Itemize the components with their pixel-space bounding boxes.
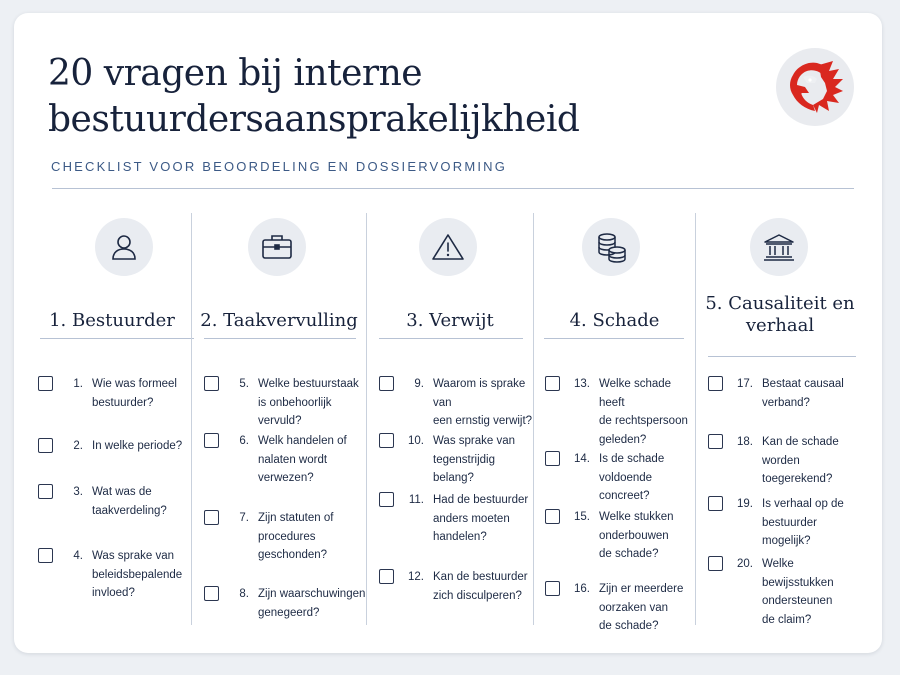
checkbox[interactable] [38, 484, 53, 499]
column-divider [204, 338, 356, 339]
question-text: Welke bestuurstaak is onbehoorlijk vervuld? [258, 378, 359, 427]
question-number: 3. [73, 486, 83, 498]
question-number: 17. [737, 378, 753, 390]
question-text: Zijn waarschuwingen genegeerd? [258, 588, 366, 619]
list-item [38, 547, 182, 603]
question-text: Was sprake van beleidsbepalende invloed? [92, 550, 183, 599]
checkbox[interactable] [204, 433, 219, 448]
question-text: Wat was de taakverdeling? [92, 486, 167, 517]
question-number: 11. [408, 494, 424, 506]
checkbox[interactable] [379, 569, 394, 584]
question-text: Welke stukken onderbouwen de schade? [599, 511, 674, 560]
question-text: In welke periode? [92, 440, 183, 452]
question-text: Waarom is sprake van een ernstig verwijt? [433, 378, 533, 427]
column-taakvervulling [191, 213, 366, 625]
column-verwijt [366, 213, 533, 625]
question-number: 2. [73, 440, 83, 452]
checkbox[interactable] [204, 376, 219, 391]
list-item [38, 483, 167, 520]
list-item [379, 432, 533, 488]
list-item [38, 437, 182, 456]
question-text: Wie was formeel bestuurder? [92, 378, 177, 409]
question-text: Was sprake van tegenstrijdig belang? [433, 435, 516, 484]
page-title: 20 vragen bij interne bestuurdersaansprakelijkheid [48, 53, 580, 140]
question-number: 5. [239, 378, 249, 390]
column-bestuurder [34, 213, 190, 625]
checkbox[interactable] [38, 548, 53, 563]
list-item [545, 508, 674, 564]
question-number: 18. [737, 436, 753, 448]
checkbox[interactable] [379, 433, 394, 448]
list-item [545, 375, 695, 449]
list-item [708, 375, 844, 412]
page-subtitle: CHECKLIST VOOR BEOORDELING EN DOSSIERVORMING [51, 159, 508, 174]
question-text: Bestaat causaal verband? [762, 378, 844, 409]
person-icon [95, 218, 153, 276]
coins-icon [582, 218, 640, 276]
checklist-card [14, 13, 882, 653]
question-number: 14. [574, 453, 590, 465]
column-title: 1. Bestuurder [49, 310, 175, 331]
checkbox[interactable] [708, 434, 723, 449]
checkbox[interactable] [545, 376, 560, 391]
question-number: 6. [239, 435, 249, 447]
question-text: Zijn statuten of procedures geschonden? [258, 512, 334, 561]
courthouse-icon [750, 218, 808, 276]
question-number: 12. [408, 571, 424, 583]
list-item [204, 585, 365, 622]
question-number: 9. [414, 378, 424, 390]
question-number: 20. [737, 558, 753, 570]
column-causaliteit-en-verhaal [695, 213, 864, 625]
question-text: Zijn er meerdere oorzaken van de schade? [599, 583, 684, 632]
question-text: Welke bewijsstukken ondersteunen de claim? [762, 558, 834, 626]
column-schade [533, 213, 695, 632]
column-title: 2. Taakvervulling [200, 310, 358, 331]
list-item [379, 491, 528, 547]
checkbox[interactable] [708, 376, 723, 391]
question-number: 1. [73, 378, 83, 390]
question-number: 15. [574, 511, 590, 523]
warning-icon [419, 218, 477, 276]
question-text: Is de schade voldoende concreet? [599, 453, 665, 502]
question-number: 16. [574, 583, 590, 595]
question-number: 19. [737, 498, 753, 510]
checkbox[interactable] [545, 509, 560, 524]
column-title: 3. Verwijt [406, 310, 494, 331]
column-divider [40, 338, 194, 339]
question-number: 13. [574, 378, 590, 390]
question-text: Is verhaal op de bestuurder mogelijk? [762, 498, 844, 547]
question-number: 10. [408, 435, 424, 447]
column-divider [708, 356, 856, 357]
question-text: Welk handelen of nalaten wordt verwezen? [258, 435, 347, 484]
list-item [204, 432, 347, 488]
question-number: 8. [239, 588, 249, 600]
checkbox[interactable] [545, 451, 560, 466]
checkbox[interactable] [204, 586, 219, 601]
checkbox[interactable] [379, 376, 394, 391]
lion-head-logo-icon [776, 48, 854, 126]
list-item [379, 375, 533, 431]
list-item [204, 509, 333, 565]
checkbox[interactable] [204, 510, 219, 525]
question-number: 7. [239, 512, 249, 524]
checkbox[interactable] [38, 438, 53, 453]
list-item [204, 375, 366, 431]
list-item [708, 433, 864, 489]
list-item [545, 580, 683, 636]
question-text: Welke schade heeft de rechtspersoon geleden? [599, 378, 688, 446]
checkbox[interactable] [708, 496, 723, 511]
header-divider [52, 188, 854, 189]
checkbox[interactable] [38, 376, 53, 391]
question-text: Kan de schade worden toegerekend? [762, 436, 839, 485]
column-title: 4. Schade [569, 310, 660, 331]
list-item [708, 495, 864, 551]
list-item [708, 555, 864, 629]
checkbox[interactable] [379, 492, 394, 507]
checkbox[interactable] [708, 556, 723, 571]
question-text: Had de bestuurder anders moeten handelen? [433, 494, 529, 543]
list-item [379, 568, 528, 605]
column-divider [379, 338, 523, 339]
column-divider [544, 338, 684, 339]
list-item [38, 375, 177, 412]
list-item [545, 450, 695, 506]
checkbox[interactable] [545, 581, 560, 596]
question-text: Kan de bestuurder zich disculperen? [433, 571, 528, 602]
question-number: 4. [73, 550, 83, 562]
column-title: 5. Causaliteit en verhaal [705, 293, 855, 336]
briefcase-icon [248, 218, 306, 276]
